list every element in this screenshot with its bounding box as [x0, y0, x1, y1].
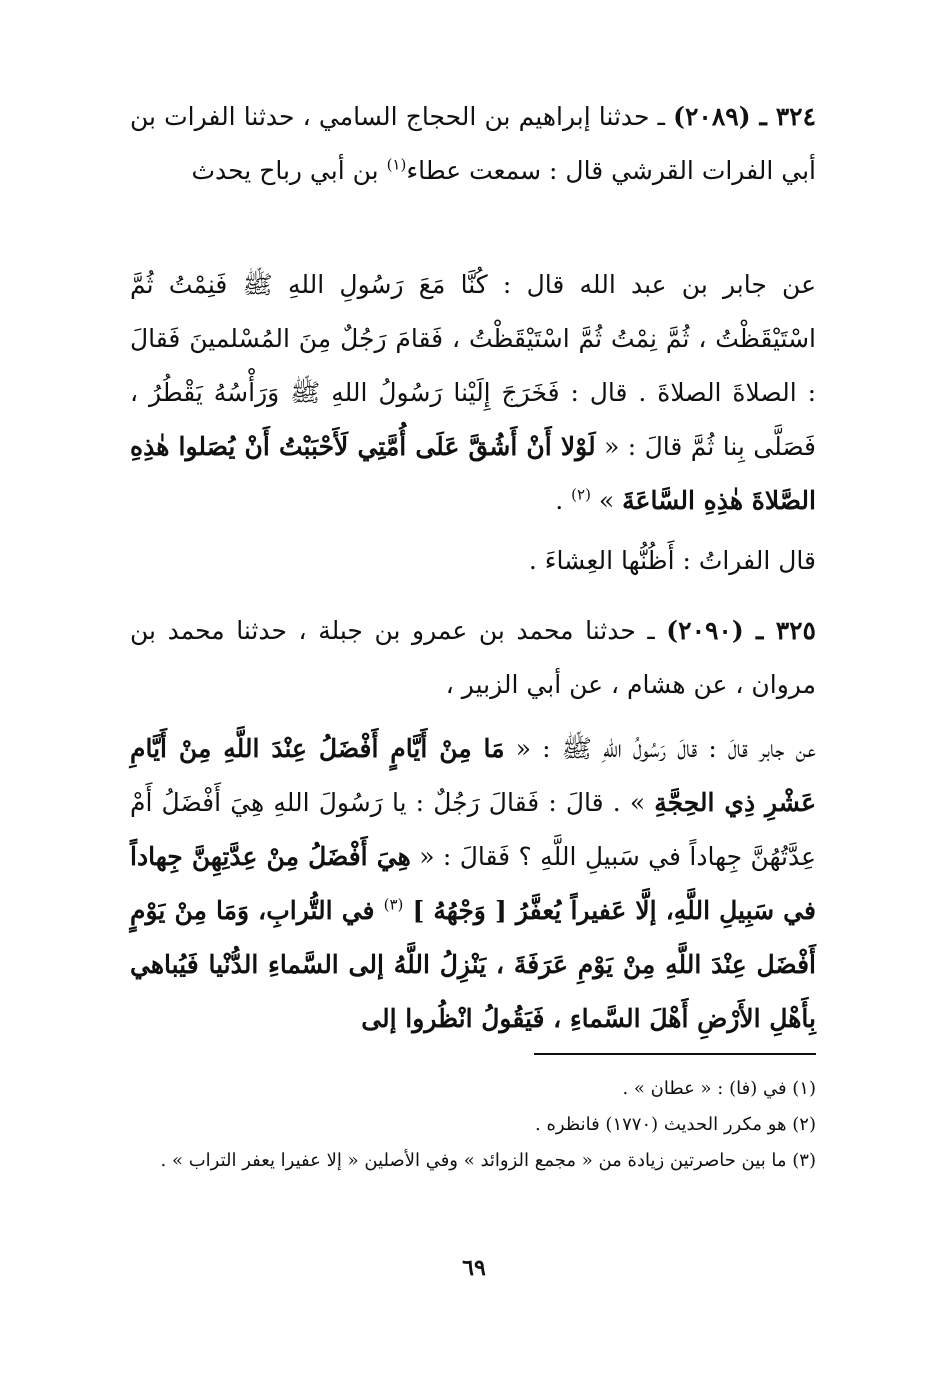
prophetic-saying: لَوْلا أَنْ أَشُقَّ عَلَى أُمَّتِي لَأَحْبَبْتُ أَنْ يُصَلوا هٰذِهِ الصَّلاةَ هٰذِهِ السَّاعَةَ — [130, 432, 816, 515]
narration-lead: عن جابر بن عبد الله قال : كُنَّا مَعَ رَسُولِ اللهِ ﷺ فَنِمْتُ ثُمَّ اسْتَيْقَظْتُ ، ثُمَّ نِمْتُ ثُمَّ اسْتَيْقَظْتُ ، فَقامَ رَجُلٌ مِنَ المُسْلمينَ فَقالَ : الصلاةَ الصلاةَ . قال : فَخَرَجَ إِلَيْنا رَسُولُ اللهِ ﷺ وَرَأْسُهُ يَقْطُرُ ، فَصَلَّى بِنا ثُمَّ قالَ : « — [130, 270, 816, 461]
footnote-ref: (٣) — [383, 895, 404, 914]
hadith-325-chain — [130, 604, 816, 712]
narrator-comment: قال الفراتُ : أَظُنُّها العِشاءَ . — [528, 546, 816, 575]
isnad-text-end: بن أبي رباح يحدث — [191, 156, 387, 185]
quote-close: » — [598, 486, 623, 515]
isnad-text: ـ حدثنا إبراهيم بن الحجاج السامي ، حدثنا الفرات بن أبي الفرات القرشي قال : سمعت عطاء — [130, 102, 816, 185]
footnote-1: (١) في (فا) : « عطان » . — [622, 1078, 816, 1099]
hadith-324-text — [130, 258, 816, 528]
prophetic-saying: مَا مِنْ أَيَّامٍ أَفْضَلُ عِنْدَ اللَّهِ مِنْ أَيَّامِ عَشْرِ ذِي الحِجَّةِ — [130, 734, 816, 817]
entry-number: ٣٢٤ ـ (٢٠٨٩) — [673, 102, 817, 131]
footnote-2: (٢) هو مكرر الحديث (١٧٧٠) فانظره . — [535, 1114, 816, 1135]
isnad-text: ـ حدثنا محمد بن عمرو بن جبلة ، حدثنا محمد بن مروان ، عن هشام ، عن أبي الزبير ، — [130, 616, 816, 699]
prophetic-saying: هِيَ أَفْضَلُ مِنْ عِدَّتِهِنَّ جِهاداً في سَبِيلِ اللَّهِ، إلَّا عَفيراً يُعفَّرُ — [130, 842, 816, 925]
footnote-3: (٣) ما بين حاصرتين زيادة من « مجمع الزوائد » وفي الأصلين « إلا عفيرا يعفر التراب » . — [160, 1150, 816, 1171]
footnote-divider — [534, 1053, 816, 1055]
narration-lead: عن جابر قالَ : قالَ رَسُولُ اللهِ ﷺ : « — [504, 734, 816, 763]
narration-middle: » . قالَ : فَقالَ رَجُلٌ : يا رَسُولَ اللهِ هِيَ أَفْضَلُ أَمْ عِدَّتُهُنَّ جِهاداً في سَبيلِ اللَّهِ ؟ فَقالَ : « — [130, 788, 816, 871]
entry-number: ٣٢٥ ـ (٢٠٩٠) — [666, 616, 816, 645]
period: . — [555, 486, 572, 515]
bracketed-addition: [ وَجْهُهُ ] — [403, 896, 516, 925]
footnote-ref: (٢) — [571, 485, 591, 504]
page-number: ٦٩ — [462, 1255, 486, 1281]
hadith-324-chain — [130, 90, 816, 198]
footnote-ref: (١) — [386, 155, 407, 174]
hadith-325-text — [130, 722, 816, 1046]
prophetic-saying: في التُّرابِ، وَمَا مِنْ يَوْمٍ أَفْضَل عِنْدَ اللَّهِ مِنْ يَوْمِ عَرَفَةَ ، يَنْزِلُ اللَّهُ إلى السَّماءِ الدُّنْيا فَيُباهي بِأَهْلِ الأَرْضِ أَهْلَ السَّماءِ ، فَيَقُولُ انْظُروا إلى — [130, 896, 816, 1033]
footnotes — [130, 1071, 816, 1179]
